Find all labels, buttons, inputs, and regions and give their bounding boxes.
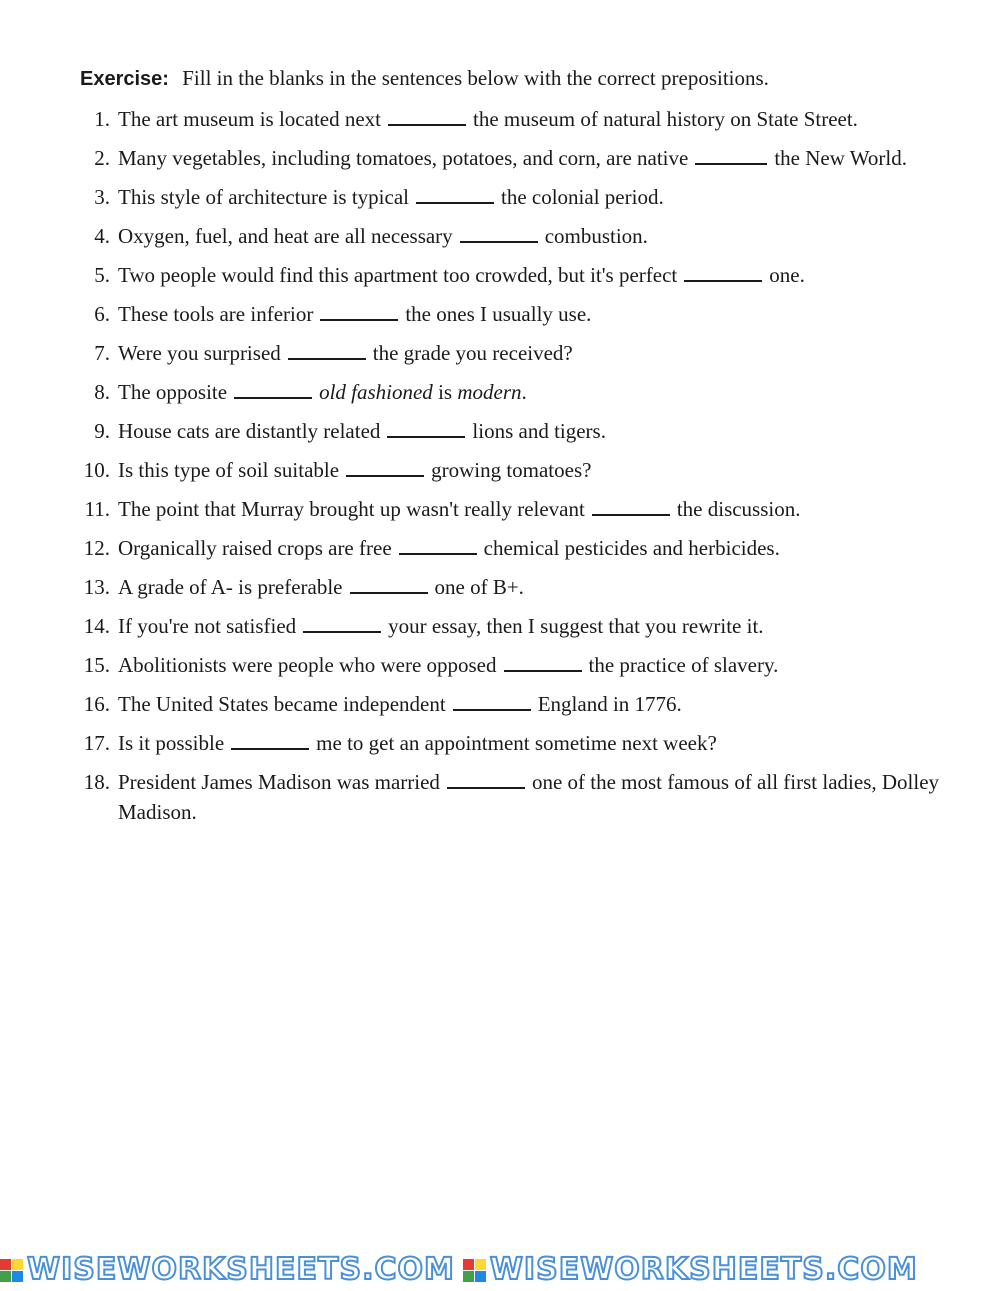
exercise-list bbox=[80, 104, 960, 827]
item-number: 1. bbox=[94, 107, 110, 131]
item-text-before: President James Madison was married bbox=[118, 770, 440, 794]
item-text-middle: is bbox=[432, 380, 458, 404]
answer-blank[interactable] bbox=[453, 689, 531, 711]
brand-block bbox=[0, 1252, 455, 1288]
item-text-before: Were you surprised bbox=[118, 341, 281, 365]
item-text-before: The art museum is located next bbox=[118, 107, 382, 131]
item-text-italic-word: modern bbox=[457, 380, 522, 404]
item-number: 12. bbox=[83, 536, 110, 560]
list-item bbox=[80, 338, 960, 377]
item-text-before: Is it possible bbox=[118, 731, 225, 755]
item-text-before: The point that Murray brought up wasn't really relevant bbox=[118, 497, 585, 521]
item-text-before: If you're not satisfied bbox=[118, 614, 297, 638]
item-text-after: one of B+. bbox=[434, 575, 524, 599]
item-text-after: growing tomatoes? bbox=[431, 458, 592, 482]
ws-logo-icon bbox=[463, 1259, 486, 1282]
answer-blank[interactable] bbox=[234, 377, 312, 399]
item-text-before: Two people would find this apartment too crowded, but it's perfect bbox=[118, 263, 678, 287]
ws-logo-icon bbox=[0, 1259, 23, 1282]
exercise-label: Exercise: bbox=[80, 68, 169, 90]
list-item bbox=[80, 377, 960, 416]
answer-blank[interactable] bbox=[288, 338, 366, 360]
footer-watermark bbox=[0, 1252, 1000, 1288]
list-item bbox=[80, 572, 960, 611]
list-item bbox=[80, 182, 960, 221]
item-text-before: A grade of A- is preferable bbox=[118, 575, 343, 599]
item-text-end: . bbox=[521, 380, 527, 404]
item-text-after: the discussion. bbox=[676, 497, 801, 521]
list-item bbox=[80, 104, 960, 143]
item-text-after: England in 1776. bbox=[537, 692, 682, 716]
item-text-after: the practice of slavery. bbox=[588, 653, 779, 677]
list-item bbox=[80, 260, 960, 299]
list-item bbox=[80, 650, 960, 689]
answer-blank[interactable] bbox=[460, 221, 538, 243]
item-text-before: These tools are inferior bbox=[118, 302, 314, 326]
item-number: 6. bbox=[94, 302, 110, 326]
item-number: 2. bbox=[94, 146, 110, 170]
answer-blank[interactable] bbox=[416, 182, 494, 204]
item-text-before: House cats are distantly related bbox=[118, 419, 381, 443]
list-item bbox=[80, 416, 960, 455]
item-number: 10. bbox=[83, 458, 110, 482]
brand-text: WISEWORKSHEETS.COM bbox=[489, 1252, 918, 1287]
item-text-before: Oxygen, fuel, and heat are all necessary bbox=[118, 224, 453, 248]
item-number: 13. bbox=[83, 575, 110, 599]
item-text-italic-phrase: old fashioned bbox=[319, 380, 433, 404]
list-item bbox=[80, 767, 960, 827]
item-text-after: me to get an appointment sometime next week? bbox=[316, 731, 717, 755]
answer-blank[interactable] bbox=[447, 767, 525, 789]
item-text-before: The United States became independent bbox=[118, 692, 446, 716]
list-item bbox=[80, 728, 960, 767]
list-item bbox=[80, 611, 960, 650]
item-number: 18. bbox=[83, 770, 110, 794]
list-item bbox=[80, 533, 960, 572]
item-text-after: your essay, then I suggest that you rewrite it. bbox=[388, 614, 764, 638]
item-text-before: Abolitionists were people who were opposed bbox=[118, 653, 497, 677]
item-text-after: the museum of natural history on State Street. bbox=[473, 107, 858, 131]
item-text-before: Is this type of soil suitable bbox=[118, 458, 340, 482]
item-number: 4. bbox=[94, 224, 110, 248]
brand-text: WISEWORKSHEETS.COM bbox=[27, 1252, 455, 1287]
item-text-after: the New World. bbox=[774, 146, 907, 170]
item-number: 15. bbox=[83, 653, 110, 677]
answer-blank[interactable] bbox=[399, 533, 477, 555]
item-text-after: one of the most famous of all first ladies, Dolley Madison. bbox=[118, 770, 940, 824]
answer-blank[interactable] bbox=[387, 416, 465, 438]
answer-blank[interactable] bbox=[231, 728, 309, 750]
list-item bbox=[80, 455, 960, 494]
item-number: 14. bbox=[83, 614, 110, 638]
item-number: 17. bbox=[83, 731, 110, 755]
item-text-before: Organically raised crops are free bbox=[118, 536, 392, 560]
answer-blank[interactable] bbox=[350, 572, 428, 594]
item-text-after: chemical pesticides and herbicides. bbox=[483, 536, 780, 560]
answer-blank[interactable] bbox=[303, 611, 381, 633]
list-item bbox=[80, 299, 960, 338]
answer-blank[interactable] bbox=[320, 299, 398, 321]
item-text-before: Many vegetables, including tomatoes, potatoes, and corn, are native bbox=[118, 146, 689, 170]
item-number: 16. bbox=[83, 692, 110, 716]
item-text-after: one. bbox=[769, 263, 805, 287]
exercise-instruction: Fill in the blanks in the sentences below with the correct prepositions. bbox=[182, 66, 769, 90]
answer-blank[interactable] bbox=[695, 143, 767, 165]
item-number: 5. bbox=[94, 263, 110, 287]
item-text-after: combustion. bbox=[544, 224, 648, 248]
item-text-after: lions and tigers. bbox=[472, 419, 606, 443]
item-number: 9. bbox=[94, 419, 110, 443]
item-number: 11. bbox=[84, 497, 110, 521]
item-text-after: the grade you received? bbox=[372, 341, 573, 365]
answer-blank[interactable] bbox=[346, 455, 424, 477]
answer-blank[interactable] bbox=[592, 494, 670, 516]
list-item bbox=[80, 221, 960, 260]
item-number: 3. bbox=[94, 185, 110, 209]
answer-blank[interactable] bbox=[684, 260, 762, 282]
answer-blank[interactable] bbox=[504, 650, 582, 672]
item-text-before: This style of architecture is typical bbox=[118, 185, 409, 209]
list-item bbox=[80, 494, 960, 533]
item-text-before: The opposite bbox=[118, 380, 228, 404]
item-number: 8. bbox=[94, 380, 110, 404]
item-number: 7. bbox=[94, 341, 110, 365]
list-item bbox=[80, 143, 960, 182]
exercise-header bbox=[80, 66, 769, 91]
item-text-after: the colonial period. bbox=[501, 185, 664, 209]
brand-block bbox=[463, 1252, 918, 1288]
list-item bbox=[80, 689, 960, 728]
item-text-after: the ones I usually use. bbox=[405, 302, 592, 326]
answer-blank[interactable] bbox=[388, 104, 466, 126]
